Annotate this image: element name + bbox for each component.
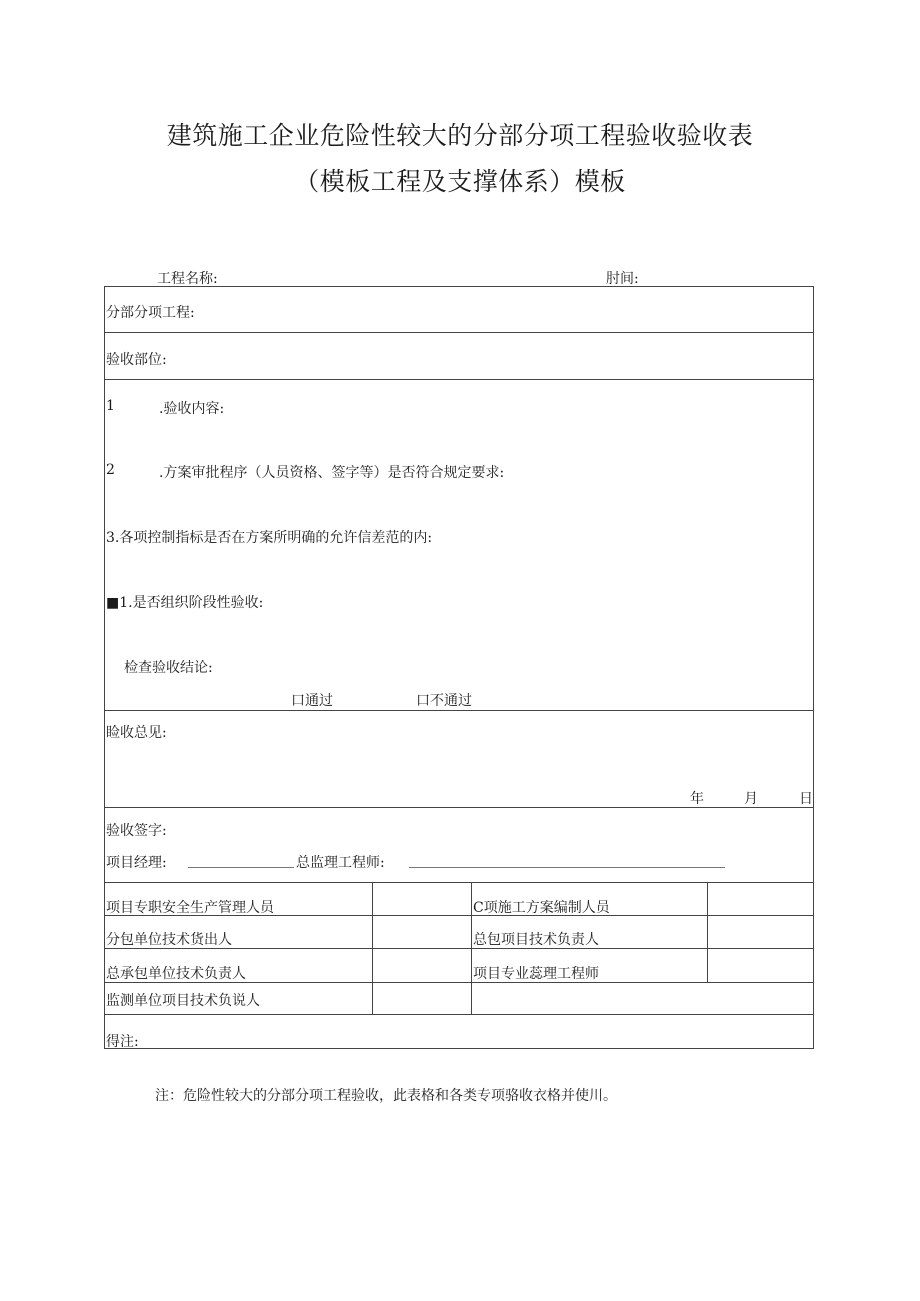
row-divider [104, 807, 814, 808]
document-title-line-2: （模板工程及支撑体系）模板 [294, 167, 626, 196]
date-day: 日 [799, 791, 813, 807]
opinion-label: 睑收总见: [106, 725, 167, 741]
role-right-3: 项目专业蕊理工程师 [473, 966, 599, 982]
row-divider [104, 1014, 814, 1015]
date-month: 月 [744, 791, 758, 807]
role-left-3: 总承包单位技术负责人 [106, 966, 246, 982]
item-3-text: 3.各项控制指标是否在方案所明确的允许信差范的内: [106, 530, 433, 546]
role-left-4: 监测单位项目技术负说人 [106, 993, 260, 1009]
document-title-line-1: 建筑施工企业危险性较大的分部分项工程验收验收表 [166, 121, 754, 150]
location-label: 验收部位: [106, 352, 167, 368]
column-divider [372, 882, 373, 1014]
project-manager-label: 项目经理: [106, 855, 167, 871]
subproject-label: 分部分项工程: [106, 305, 195, 321]
remark-label: 得注: [106, 1034, 139, 1050]
fail-checkbox-option[interactable]: 口不通过 [416, 693, 472, 709]
chief-supervisor-signature-line[interactable] [409, 867, 725, 868]
chief-supervisor-label: 总监理工程师: [296, 855, 385, 871]
conclusion-label: 检查验收结论: [124, 660, 213, 676]
row-divider [104, 379, 814, 380]
role-right-2: 总包项目技术负责人 [473, 932, 599, 948]
item-4-text: ■1.是否组织阶段性验收: [106, 595, 264, 611]
time-label: 肘间: [606, 271, 639, 287]
row-divider [104, 710, 814, 711]
date-year: 年 [690, 791, 704, 807]
column-divider [471, 882, 472, 1014]
role-left-2: 分包单位技术货出人 [106, 932, 232, 948]
item-1-text: .验收内容: [159, 401, 225, 417]
project-name-label: 工程名称: [157, 271, 218, 287]
signature-label: 验收签字: [106, 823, 167, 839]
item-1-number: 1 [106, 398, 115, 414]
project-manager-signature-line[interactable] [188, 867, 294, 868]
item-2-number: 2 [106, 462, 115, 478]
item-2-text: .方案审批程序（人员资格、签字等）是否符合规定要求: [159, 465, 505, 481]
column-divider [707, 882, 708, 982]
row-divider [104, 332, 814, 333]
footnote: 注：危险性较大的分部分项工程验收，此表格和各类专项骆收衣格并使川。 [155, 1088, 617, 1104]
role-right-1: C项施工方案编制人员 [473, 900, 610, 916]
role-left-1: 项目专职安全生产管理人员 [106, 900, 274, 916]
pass-checkbox-option[interactable]: 口通过 [291, 693, 333, 709]
